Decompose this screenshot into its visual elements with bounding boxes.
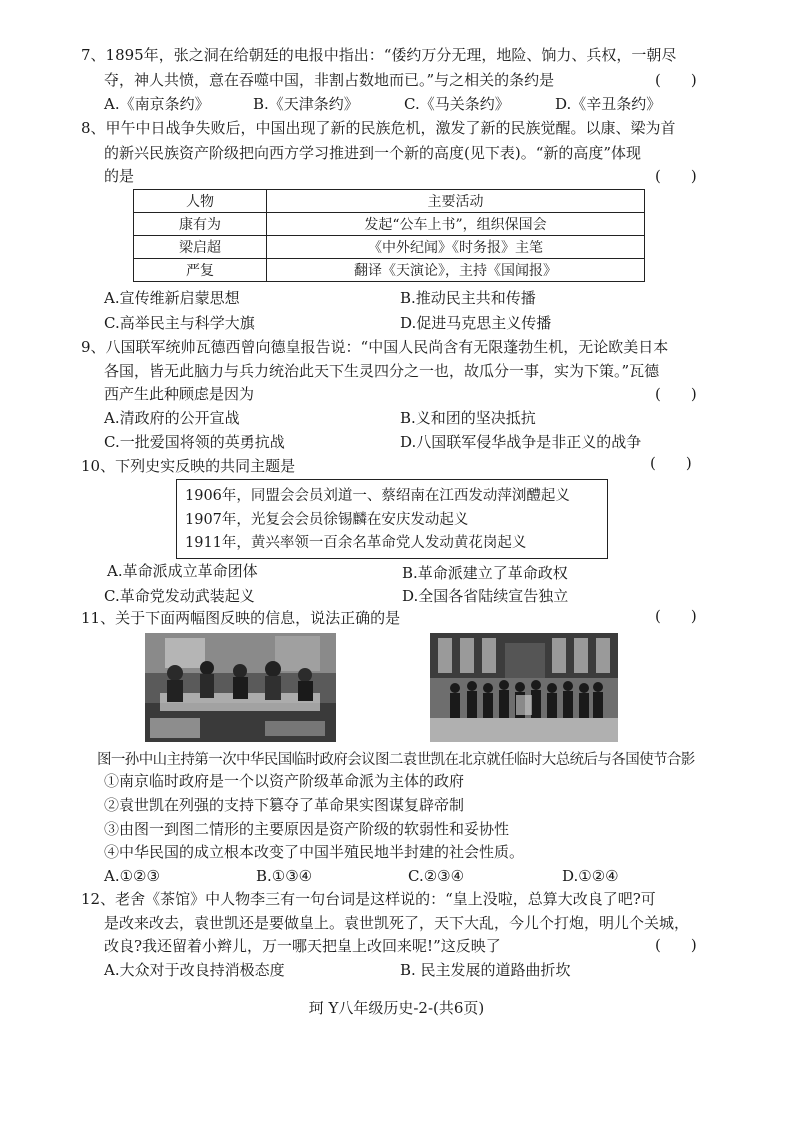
meeting-photo — [145, 633, 336, 742]
table-header-activity: 主要活动 — [267, 190, 645, 213]
q11-answer-blank: ( ) — [655, 607, 697, 625]
q12-option-a: A.大众对于改良持消极态度 — [104, 961, 285, 979]
q8-answer-blank: ( ) — [655, 167, 697, 185]
q7-option-a: A.《南京条约》 — [104, 95, 210, 113]
q10-facts-box — [176, 479, 608, 559]
table-cell-name: 严复 — [134, 259, 267, 282]
table-cell-name: 康有为 — [134, 213, 267, 236]
table-row — [134, 236, 645, 259]
table-cell-activity: 发起“公车上书”，组织保国会 — [267, 213, 645, 236]
fact-line: 1907年，光复会会员徐锡麟在安庆发动起义 — [185, 512, 469, 528]
q11-statement-3: ③由图一到图二情形的主要原因是资产阶级的软弱性和妥协性 — [104, 820, 510, 838]
q9-option-c: C.一批爱国将领的英勇抗战 — [104, 433, 285, 451]
q12-stem-line2: 是改来改去，袁世凯还是要做皇上。袁世凯死了，天下大乱，今儿个打炮，明儿个关城， — [104, 914, 690, 932]
q8-table — [133, 189, 645, 282]
q10-option-a: A.革命派成立革命团体 — [107, 562, 258, 580]
q9-answer-blank: ( ) — [655, 385, 697, 403]
table-header-row — [134, 190, 645, 213]
q12-stem-line1: 12、老舍《茶馆》中人物李三有一句台词是这样说的：“皇上没啦，总算大改良了吧?可 — [81, 890, 656, 908]
q11-option-c: C.②③④ — [408, 867, 465, 885]
q11-statement-2: ②袁世凯在列强的支持下篡夺了革命果实图谋复辟帝制 — [104, 796, 465, 814]
group-photo-image — [430, 633, 618, 742]
q9-option-a: A.清政府的公开宣战 — [104, 409, 240, 427]
q10-option-b: B.革命派建立了革命政权 — [402, 564, 568, 582]
table-cell-activity: 翻译《天演论》，主持《国闻报》 — [267, 259, 645, 282]
table-header-person: 人物 — [134, 190, 267, 213]
q9-option-d: D.八国联军侵华战争是非正义的战争 — [400, 433, 642, 451]
q10-option-d: D.全国各省陆续宣告独立 — [402, 587, 569, 605]
group-photo — [430, 633, 618, 742]
table-row — [134, 213, 645, 236]
q11-option-b: B.①③④ — [256, 867, 313, 885]
q7-stem-line2: 夺，神人共愤，意在吞噬中国，非割占数地而已。”与之相关的条约是 — [104, 71, 555, 89]
q8-option-a: A.宣传维新启蒙思想 — [104, 289, 240, 307]
q10-option-c: C.革命党发动武装起义 — [104, 587, 255, 605]
q8-option-b: B.推动民主共和传播 — [400, 289, 536, 307]
q7-stem-line1: 7、1895年，张之洞在给朝廷的电报中指出：“倭约万分无理，地险、饷力、兵权，一朝尽 — [81, 46, 677, 64]
q9-stem-line3: 西产生此种顾虑是因为 — [104, 385, 255, 403]
q8-stem-line2: 的新兴民族资产阶级把向西方学习推进到一个新的高度(见下表)。“新的高度”体现 — [104, 144, 642, 162]
meeting-photo-image — [145, 633, 336, 742]
q11-option-d: D.①②④ — [562, 867, 619, 885]
q12-answer-blank: ( ) — [655, 936, 697, 954]
table-cell-name: 梁启超 — [134, 236, 267, 259]
table-cell-activity: 《中外纪闻》《时务报》主笔 — [267, 236, 645, 259]
q10-stem-line1: 10、下列史实反映的共同主题是 — [81, 457, 296, 475]
q7-option-b: B.《天津条约》 — [253, 95, 359, 113]
q7-option-d: D.《辛丑条约》 — [555, 95, 662, 113]
q11-statement-4: ④中华民国的成立根本改变了中国半殖民地半封建的社会性质。 — [104, 843, 525, 861]
q10-answer-blank: ( ) — [650, 454, 692, 472]
page-footer: 珂 Y八年级历史-2-(共6页) — [308, 999, 485, 1017]
q12-option-b: B. 民主发展的道路曲折坎 — [400, 961, 571, 979]
q8-option-d: D.促进马克思主义传播 — [400, 314, 552, 332]
q8-stem-line3: 的是 — [104, 167, 135, 185]
q12-stem-line3: 改良?我还留着小辫儿，万一哪天把皇上改回来呢!”这反映了 — [104, 937, 501, 955]
q9-option-b: B.义和团的坚决抵抗 — [400, 409, 536, 427]
q9-stem-line2: 各国，皆无此脑力与兵力统治此天下生灵四分之一也，故瓜分一事，实为下策。”瓦德 — [104, 362, 660, 380]
fact-line: 1911年，黄兴率领一百余名革命党人发动黄花岗起义 — [185, 535, 527, 551]
q11-option-a: A.①②③ — [104, 867, 160, 885]
q11-photo-caption: 图一孙中山主持第一次中华民国临时政府会议图二袁世凯在北京就任临时大总统后与各国使节合影 — [97, 752, 695, 768]
q9-stem-line1: 9、八国联军统帅瓦德西曾向德皇报告说：“中国人民尚含有无限蓬勃生机，无论欧美日本 — [81, 338, 669, 356]
q8-stem-line1: 8、甲午中日战争失败后，中国出现了新的民族危机，激发了新的民族觉醒。以康、梁为首 — [81, 119, 676, 137]
fact-line: 1906年，同盟会会员刘道一、蔡绍南在江西发动萍浏醴起义 — [185, 488, 570, 504]
table-row — [134, 259, 645, 282]
q7-option-c: C.《马关条约》 — [404, 95, 510, 113]
q11-stem-line1: 11、关于下面两幅图反映的信息，说法正确的是 — [81, 609, 401, 627]
q8-option-c: C.高举民主与科学大旗 — [104, 314, 255, 332]
q7-answer-blank: ( ) — [655, 71, 697, 89]
q11-statement-1: ①南京临时政府是一个以资产阶级革命派为主体的政府 — [104, 772, 465, 790]
